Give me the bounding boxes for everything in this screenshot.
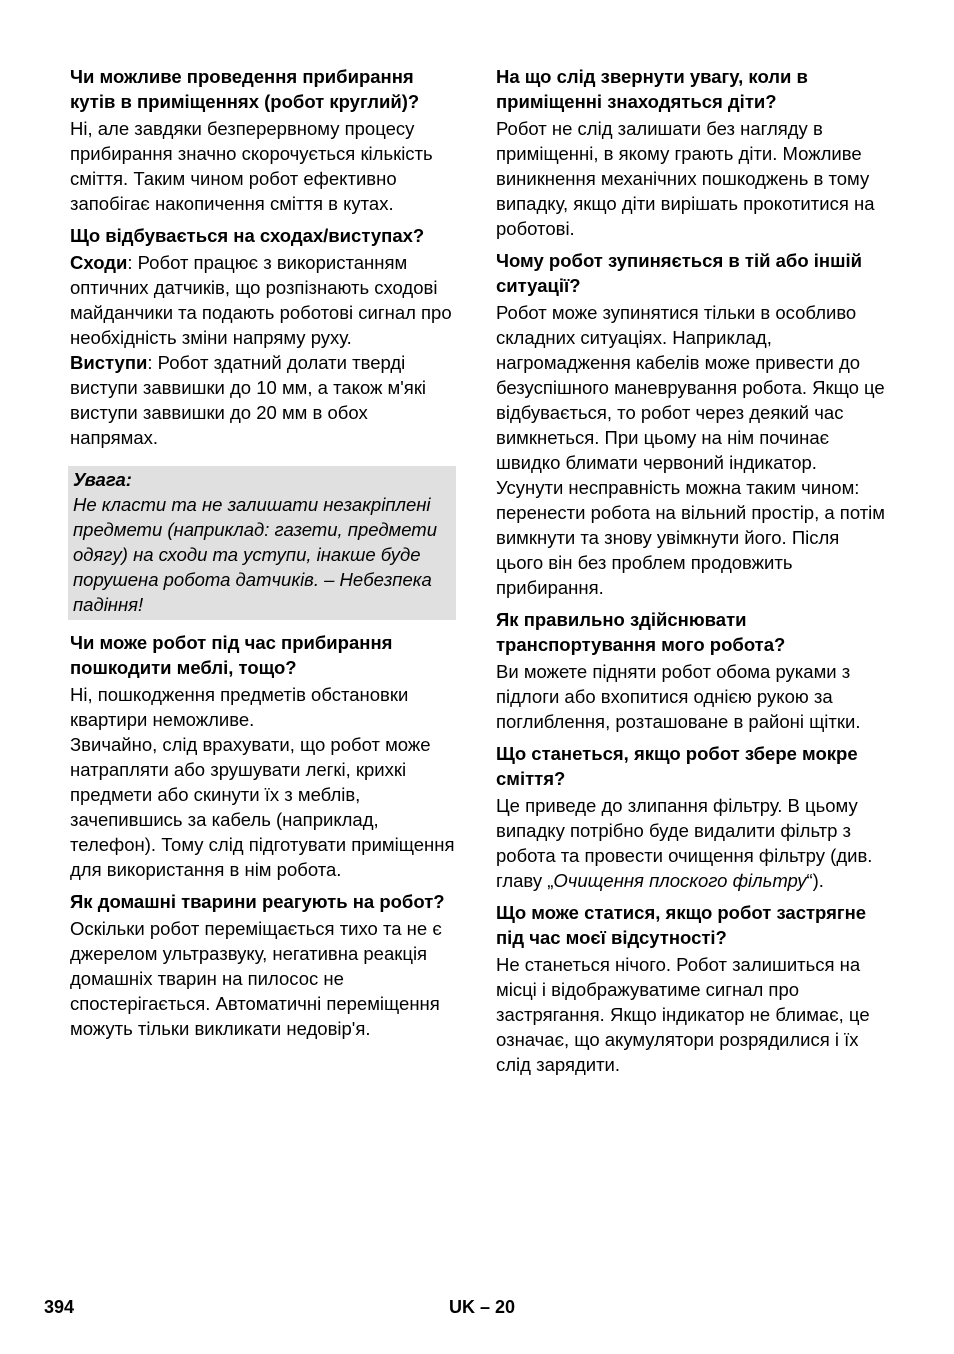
answer-text: Оскільки робот переміщається тихо та не є джерелом ультразвуку, негативна реакція домашніх тварин на пилосос не спостерігається. Автоматичні переміщення можуть тільки викликати недовір'я. bbox=[70, 918, 442, 1039]
question-heading: Як правильно здійснювати транспортування мого робота? bbox=[496, 609, 786, 655]
faq-stuck bbox=[496, 900, 886, 1077]
answer-text: Робот не слід залишати без нагляду в приміщенні, в якому грають діти. Можливе виникнення механічних пошкоджень в тому випадку, якщо діти вирішать прокотитися на роботові. bbox=[496, 118, 875, 239]
question-heading: Чи можливе проведення прибирання кутів в приміщеннях (робот круглий)? bbox=[70, 66, 420, 112]
faq-furniture bbox=[70, 630, 460, 882]
warning-box bbox=[68, 466, 456, 620]
ledges-paragraph bbox=[70, 350, 460, 450]
answer-text: Не станеться нічого. Робот залишиться на місці і відображуватиме сигнал про застрягання. Якщо індикатор не блимає, це означає, що акумулятори розрядилися і їх слід зарядити. bbox=[496, 954, 870, 1075]
faq-corners bbox=[70, 64, 460, 216]
faq-transport bbox=[496, 607, 886, 734]
question-heading: Що відбувається на сходах/виступах? bbox=[70, 225, 425, 246]
left-column bbox=[70, 64, 460, 1041]
answer-text: Звичайно, слід врахувати, що робот може натрапляти або зрушувати легкі, крихкі предмети або скинути їх з меблів, зачепившись за кабель (наприклад, телефон). Тому слід підготувати приміщення для використання в нім робота. bbox=[70, 734, 455, 880]
chapter-reference: Очищення плоского фільтру bbox=[553, 870, 807, 891]
answer-text: Ви можете підняти робот обома руками з підлоги або вхопитися однією рукою за поглиблення, розташоване в районі щітки. bbox=[496, 661, 861, 732]
ledges-label: Виступи bbox=[70, 352, 148, 373]
faq-wet-dirt bbox=[496, 741, 886, 893]
ledges-text: : Робот здатний долати тверді виступи заввишки до 10 мм, а також м'які виступи заввишки до 20 мм в обох напрямах. bbox=[70, 352, 427, 448]
language-page-label: UK – 20 bbox=[449, 1297, 516, 1317]
warning-text: Не класти та не залишати незакріплені предмети (наприклад: газети, предмети одягу) на сходи та уступи, інакше буде порушена робота датчиків. – Небезпека падіння! bbox=[73, 494, 438, 615]
stairs-paragraph bbox=[70, 250, 460, 350]
question-heading: Що може статися, якщо робот застрягне під час моєї відсутності? bbox=[496, 902, 867, 948]
faq-stops bbox=[496, 248, 886, 600]
right-column bbox=[496, 64, 886, 1077]
answer-text bbox=[496, 793, 886, 893]
stairs-label: Сходи bbox=[70, 252, 128, 273]
answer-text-pre: Це приведе до злипання фільтру. В цьому випадку потрібно буде видалити фільтр з робота та провести очищення фільтру (див. главу „ bbox=[496, 795, 873, 891]
page-number: 394 bbox=[44, 1297, 75, 1317]
question-heading: Чи може робот під час прибирання пошкодити меблі, тощо? bbox=[70, 632, 393, 678]
question-heading: Що станеться, якщо робот збере мокре сміття? bbox=[496, 743, 858, 789]
faq-children bbox=[496, 64, 886, 241]
question-heading: Чому робот зупиняється в тій або іншій ситуації? bbox=[496, 250, 863, 296]
faq-stairs bbox=[70, 223, 460, 450]
answer-text: Робот може зупинятися тільки в особливо складних ситуаціях. Наприклад, нагромадження кабелів може привести до безуспішного маневрування робота. Якщо це відбувається, то робот через деякий час вимкнеться. При цьому на нім починає швидко блимати червоний індикатор. Усунути несправність можна таким чином: перенести робота на вільний простір, а потім вимкнути та знову увімкнути його. Після цього він без проблем продовжить прибирання. bbox=[496, 302, 886, 598]
warning-title: Увага: bbox=[73, 469, 132, 490]
answer-text: Ні, але завдяки безперервному процесу прибирання значно скорочується кількість сміття. Таким чином робот ефективно запобігає накопичення сміття в кутах. bbox=[70, 118, 433, 214]
answer-text: Ні, пошкодження предметів обстановки квартири неможливе. bbox=[70, 684, 409, 730]
question-heading: На що слід звернути увагу, коли в приміщенні знаходяться діти? bbox=[496, 66, 808, 112]
question-heading: Як домашні тварини реагують на робот? bbox=[70, 891, 445, 912]
faq-pets bbox=[70, 889, 460, 1041]
answer-text-post: “). bbox=[806, 870, 824, 891]
stairs-text: : Робот працює з використанням оптичних датчиків, що розпізнають сходові майданчики та подають роботові сигнал про необхідність зміни напряму руху. bbox=[70, 252, 452, 348]
